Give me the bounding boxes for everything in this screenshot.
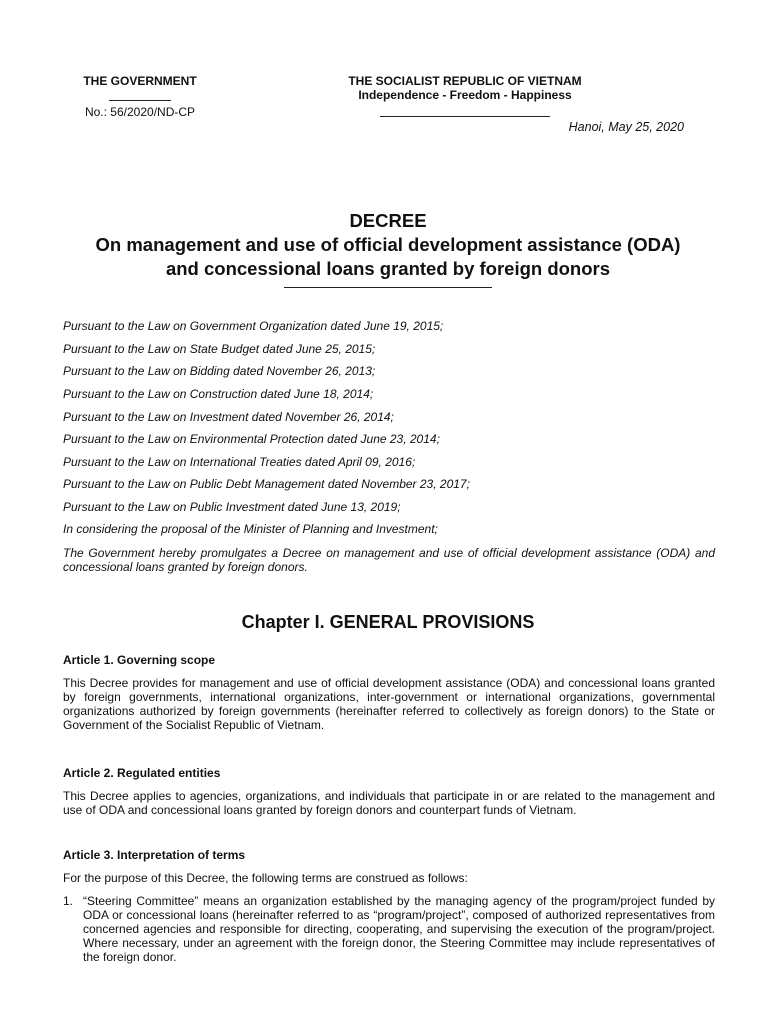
pursuant-clause: Pursuant to the Law on Construction dated June 18, 2014; [63,387,374,401]
pursuant-clause: Pursuant to the Law on Public Debt Management dated November 23, 2017; [63,477,470,491]
chapter-heading: Chapter I. GENERAL PROVISIONS [241,612,535,632]
item-text: “Steering Committee” means an organization established by the managing agency of the program/project funded by ODA or concessional loans (hereinafter referred to as “program/project”, composed of authorized representatives from concerned agencies and responsible for directing, cooperating, and supervising the execution of the program/project. Where necessary, under an agreement with the foreign donor, the Steering Committee may include representatives of the foreign donor. [83,894,715,964]
motto-divider [380,104,550,117]
decree-number: No.: 56/2020/ND-CP [84,105,196,119]
article-heading: Article 2. Regulated entities [63,766,221,780]
issuer-name: THE GOVERNMENT [83,74,197,88]
republic-name: THE SOCIALIST REPUBLIC OF VIETNAM [348,74,582,88]
title-divider [284,287,492,288]
article-text: For the purpose of this Decree, the following terms are construed as follows: [63,871,468,885]
issuer-block [60,74,220,119]
decree-title: DECREE [349,210,427,231]
pursuant-clause: Pursuant to the Law on Public Investment dated June 13, 2019; [63,500,401,514]
pursuant-clause: Pursuant to the Law on State Budget dated June 25, 2015; [63,342,376,356]
issuer-divider [109,90,171,101]
issue-date: Hanoi, May 25, 2020 [568,120,684,134]
decree-subtitle-line-1: On management and use of official development assistance (ODA) [95,234,681,255]
definition-item [63,894,715,964]
pursuant-clause: Pursuant to the Law on Government Organization dated June 19, 2015; [63,319,444,333]
article-text: This Decree provides for management and use of official development assistance (ODA) and concessional loans granted by foreign governments, international organizations, inter-government or international organizations, governmental organizations authorized by foreign governments (hereinafter referred to collectively as foreign donors) to the State or Government of the Socialist Republic of Vietnam. [63,676,715,732]
article-heading: Article 1. Governing scope [63,653,216,667]
pursuant-clause: Pursuant to the Law on Investment dated November 26, 2014; [63,410,394,424]
decree-subtitle-line-2: and concessional loans granted by foreign donors [165,258,611,279]
article-text: This Decree applies to agencies, organizations, and individuals that participate in or are related to the management and use of ODA and concessional loans granted by foreign donors and counterpart funds of Vietnam. [63,789,715,817]
pursuant-clause: Pursuant to the Law on International Treaties dated April 09, 2016; [63,455,416,469]
consideration-clause: In considering the proposal of the Minister of Planning and Investment; [63,522,438,536]
article-heading: Article 3. Interpretation of terms [63,848,246,862]
pursuant-clause: Pursuant to the Law on Environmental Protection dated June 23, 2014; [63,432,440,446]
national-motto: Independence - Freedom - Happiness [358,88,572,102]
national-block [300,74,630,117]
promulgation-statement: The Government hereby promulgates a Decree on management and use of official development assistance (ODA) and concessional loans granted by foreign donors. [63,546,715,574]
item-number: 1. [63,894,74,908]
pursuant-clause: Pursuant to the Law on Bidding dated November 26, 2013; [63,364,376,378]
